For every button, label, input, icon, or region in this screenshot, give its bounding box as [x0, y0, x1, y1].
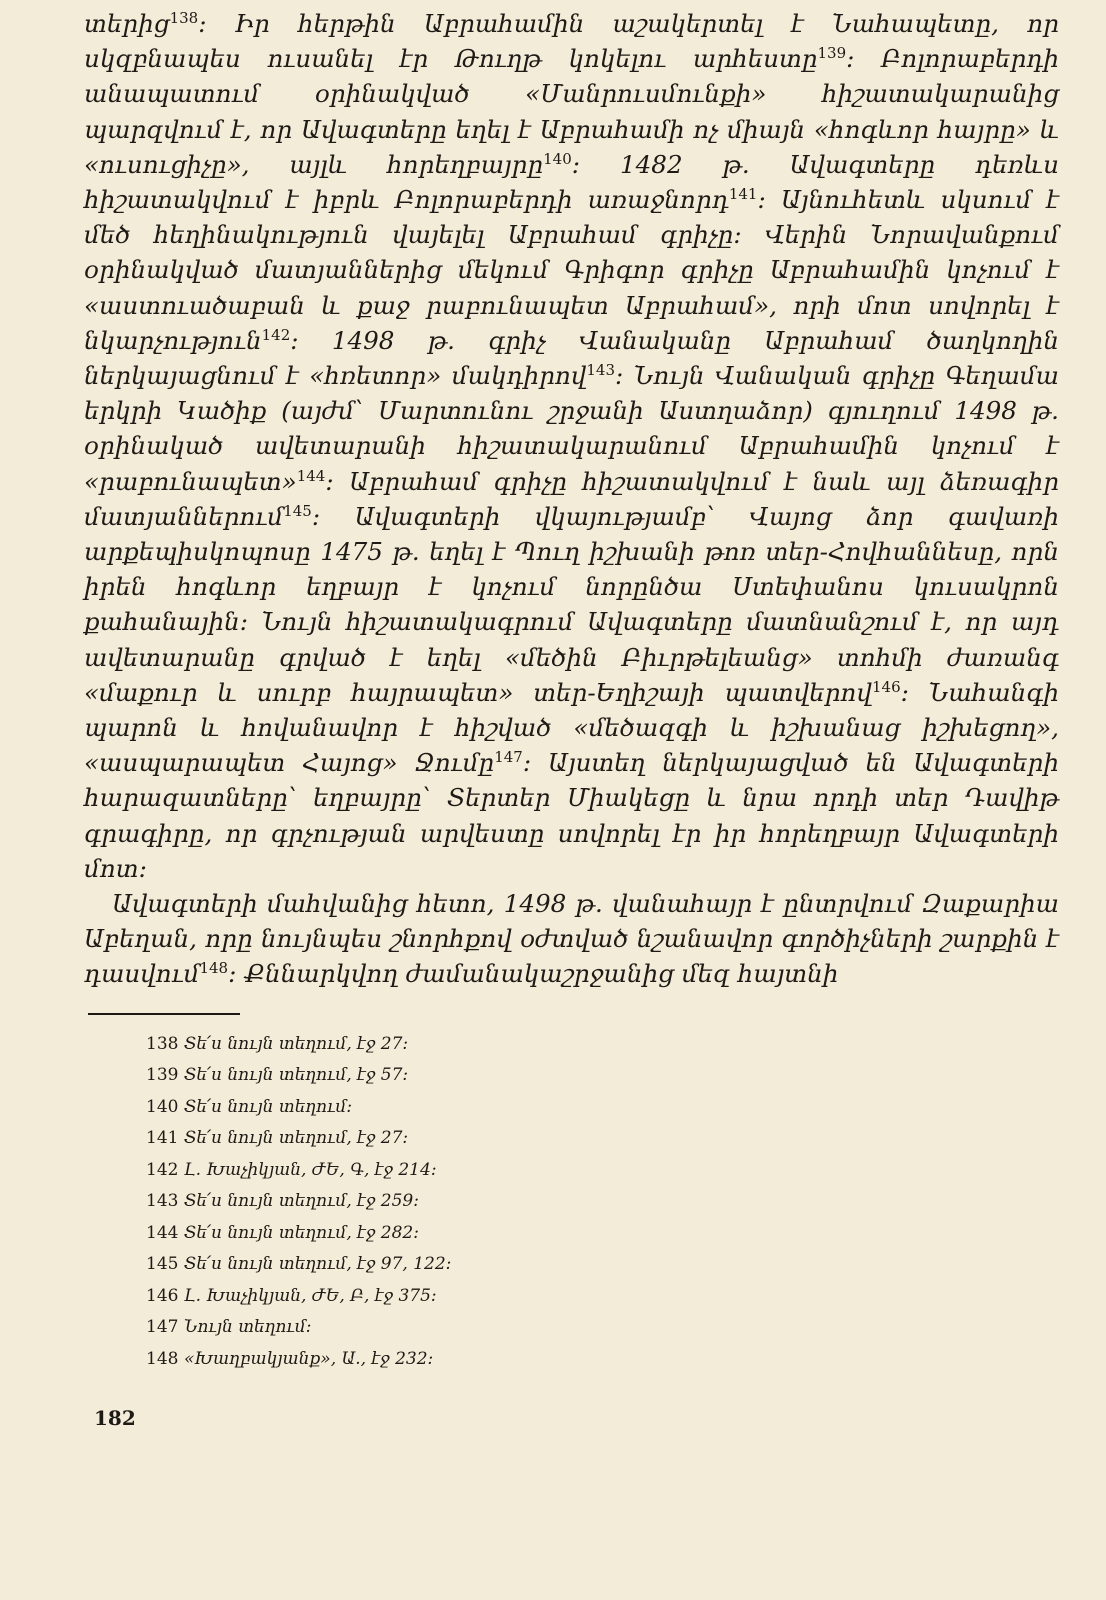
footnote-number: 143	[146, 1191, 179, 1212]
text-run: ։ Քննարկվող ժամանակաշրջանից մեզ հայտնի	[228, 959, 839, 989]
footnote-item	[146, 1092, 1058, 1124]
footnote-item	[146, 1186, 1058, 1218]
text-run: ։ Այստեղ ներկայացված են Ավագտերի հարազատները՝ եղբայրը՝ Տերտեր Միակեցը և նրա որդի տեր Դավիթ գրագիրը, որ գրչության արվեստը սովորել էր իր հորեղբայր Ավագտերի մոտ։	[84, 748, 1059, 883]
main-text	[84, 6, 1059, 992]
text-run: ։ Իր հերթին Աբրահամին աշակերտել է Նահապետը, որ սկզբնապես ուսանել էր Թուղթ կոկելու արհեստը	[84, 9, 1059, 74]
footnote-number: 145	[146, 1254, 179, 1275]
footnote-text: «Խաղբակյանք», Ա., էջ 232։	[184, 1348, 434, 1369]
footnote-ref: 146	[871, 677, 901, 696]
footnote-number: 138	[146, 1033, 179, 1054]
footnote-number: 142	[146, 1159, 179, 1180]
footnote-ref: 147	[494, 748, 523, 767]
footnote-item	[146, 1344, 1058, 1376]
paragraph-1	[84, 6, 1059, 886]
footnote-text: Տե՛ս նույն տեղում, էջ 259։	[184, 1191, 420, 1212]
footnote-text: Լ. Խաչիկյան, ԺԵ, Բ, էջ 375։	[184, 1285, 437, 1306]
footnote-text: Տե՛ս նույն տեղում, էջ 97, 122։	[184, 1254, 452, 1275]
footnote-text: Տե՛ս նույն տեղում, էջ 57։	[184, 1065, 409, 1086]
footnote-number: 146	[146, 1285, 179, 1306]
text-run: ։ 1498 թ. գրիչ Վանականը Աբրահամ ծաղկողին ներկայացնում է «հռետոր» մակդիրով	[84, 325, 1059, 391]
footnote-text: Տե՛ս նույն տեղում, էջ 282։	[184, 1222, 420, 1243]
footnote-ref: 141	[728, 185, 758, 204]
footnote-item	[146, 1155, 1058, 1187]
page-number: 182	[94, 1406, 136, 1431]
footnote-ref: 139	[817, 44, 847, 63]
footnote-text: Տե՛ս նույն տեղում, էջ 27։	[184, 1033, 409, 1054]
text-run: ։ Նահանգի պարոն և հովանավոր է հիշված «մեծազգի և իշխանաց իշխեցող», «ասպարապետ Հայոց» Ջումը	[84, 677, 1059, 778]
footnote-item	[146, 1249, 1058, 1281]
footnote-ref: 145	[283, 501, 312, 520]
text-run: ։ Ավագտերի վկայությամբ՝ Վայոց ձոր գավառի արքեպիսկոպոսը 1475 թ. եղել է Պուղ իշխանի թոռ տեր-Հովհաննեսը, որն իրեն հոգևոր եղբայր է կոչում նորընծա Ստեփանոս կուսակրոն քահանային։ Նույն հիշատակագրում Ավագտերը մատնանշում է, որ այդ ավետարանը գրված է եղել «մեծին Բիւրթելեանց» տոհմի ժառանգ «մաքուր և սուրբ հայրապետ» տեր-Եղիշայի պատվերով	[84, 501, 1059, 707]
footnote-number: 140	[146, 1096, 179, 1117]
footnote-text: Նույն տեղում։	[184, 1317, 312, 1338]
footnote-ref: 144	[296, 466, 326, 485]
text-run: տերից	[84, 9, 170, 38]
footnote-ref: 140	[543, 149, 572, 168]
text-run: ։ Այնուհետև սկսում է մեծ հեղինակություն վայելել Աբրահամ գրիչը։ Վերին Նորավանքում օրինակված մատյաններից մեկում Գրիգոր գրիչը Աբրահամին կոչում է «աստուածաբան և քաջ րաբունապետ Աբրահամ», որի մոտ սովորել է նկարչություն	[84, 185, 1059, 355]
footnote-item	[146, 1218, 1058, 1250]
footnotes-list	[146, 1029, 1058, 1376]
text-run: ։ Նույն Վանական գրիչը Գեղամա երկրի Կածիք (այժմ՝ Մարտունու շրջանի Աստղաձոր) գյուղում 1498 թ. օրինակած ավետարանի հիշատակարանում Աբրահամին կոչում է «րաբունապետ»	[84, 361, 1059, 496]
text-run: Ավագտերի մահվանից հետո, 1498 թ. վանահայր է ընտրվում Զաքարիա Աբեղան, որը նույնպես շնորհքով օժտված նշանավոր գործիչների շարքին է դասվում	[84, 889, 1059, 989]
text-run: ։ Աբրահամ գրիչը հիշատակվում է նաև այլ ձեռագիր մատյաններում	[84, 466, 1059, 531]
footnote-item	[146, 1281, 1058, 1313]
footnote-number: 144	[146, 1222, 179, 1243]
footnote-item	[146, 1029, 1058, 1061]
footnote-ref: 138	[169, 9, 199, 27]
footnote-ref: 148	[199, 959, 229, 978]
footnote-ref: 143	[586, 361, 616, 380]
footnote-text: Լ. Խաչիկյան, ԺԵ, Գ, էջ 214։	[184, 1159, 437, 1180]
footnote-separator	[88, 1013, 240, 1015]
footnote-ref: 142	[261, 325, 291, 344]
footnote-text: Տե՛ս նույն տեղում։	[184, 1096, 353, 1117]
footnote-text: Տե՛ս նույն տեղում, էջ 27։	[184, 1128, 409, 1149]
footnote-number: 147	[146, 1317, 179, 1338]
paragraph-2	[84, 886, 1059, 992]
footnote-item	[146, 1312, 1058, 1344]
footnote-item	[146, 1123, 1058, 1155]
footnote-number: 141	[146, 1128, 179, 1149]
text-run: ։ Բոլորաբերդի անապատում օրինակված «Մանրուսմունքի» հիշատակարանից պարզվում է, որ Ավագտերը եղել է Աբրահամի ոչ միայն «հոգևոր հայրը» և «ուսուցիչը», այլև հորեղբայրը	[84, 44, 1059, 179]
text-run: ։ 1482 թ. Ավագտերը դեռևս հիշատակվում է իբրև Բոլորաբերդի առաջնորդ	[84, 149, 1059, 215]
footnote-number: 148	[146, 1348, 179, 1369]
footnote-number: 139	[146, 1065, 179, 1086]
footnote-item	[146, 1060, 1058, 1092]
